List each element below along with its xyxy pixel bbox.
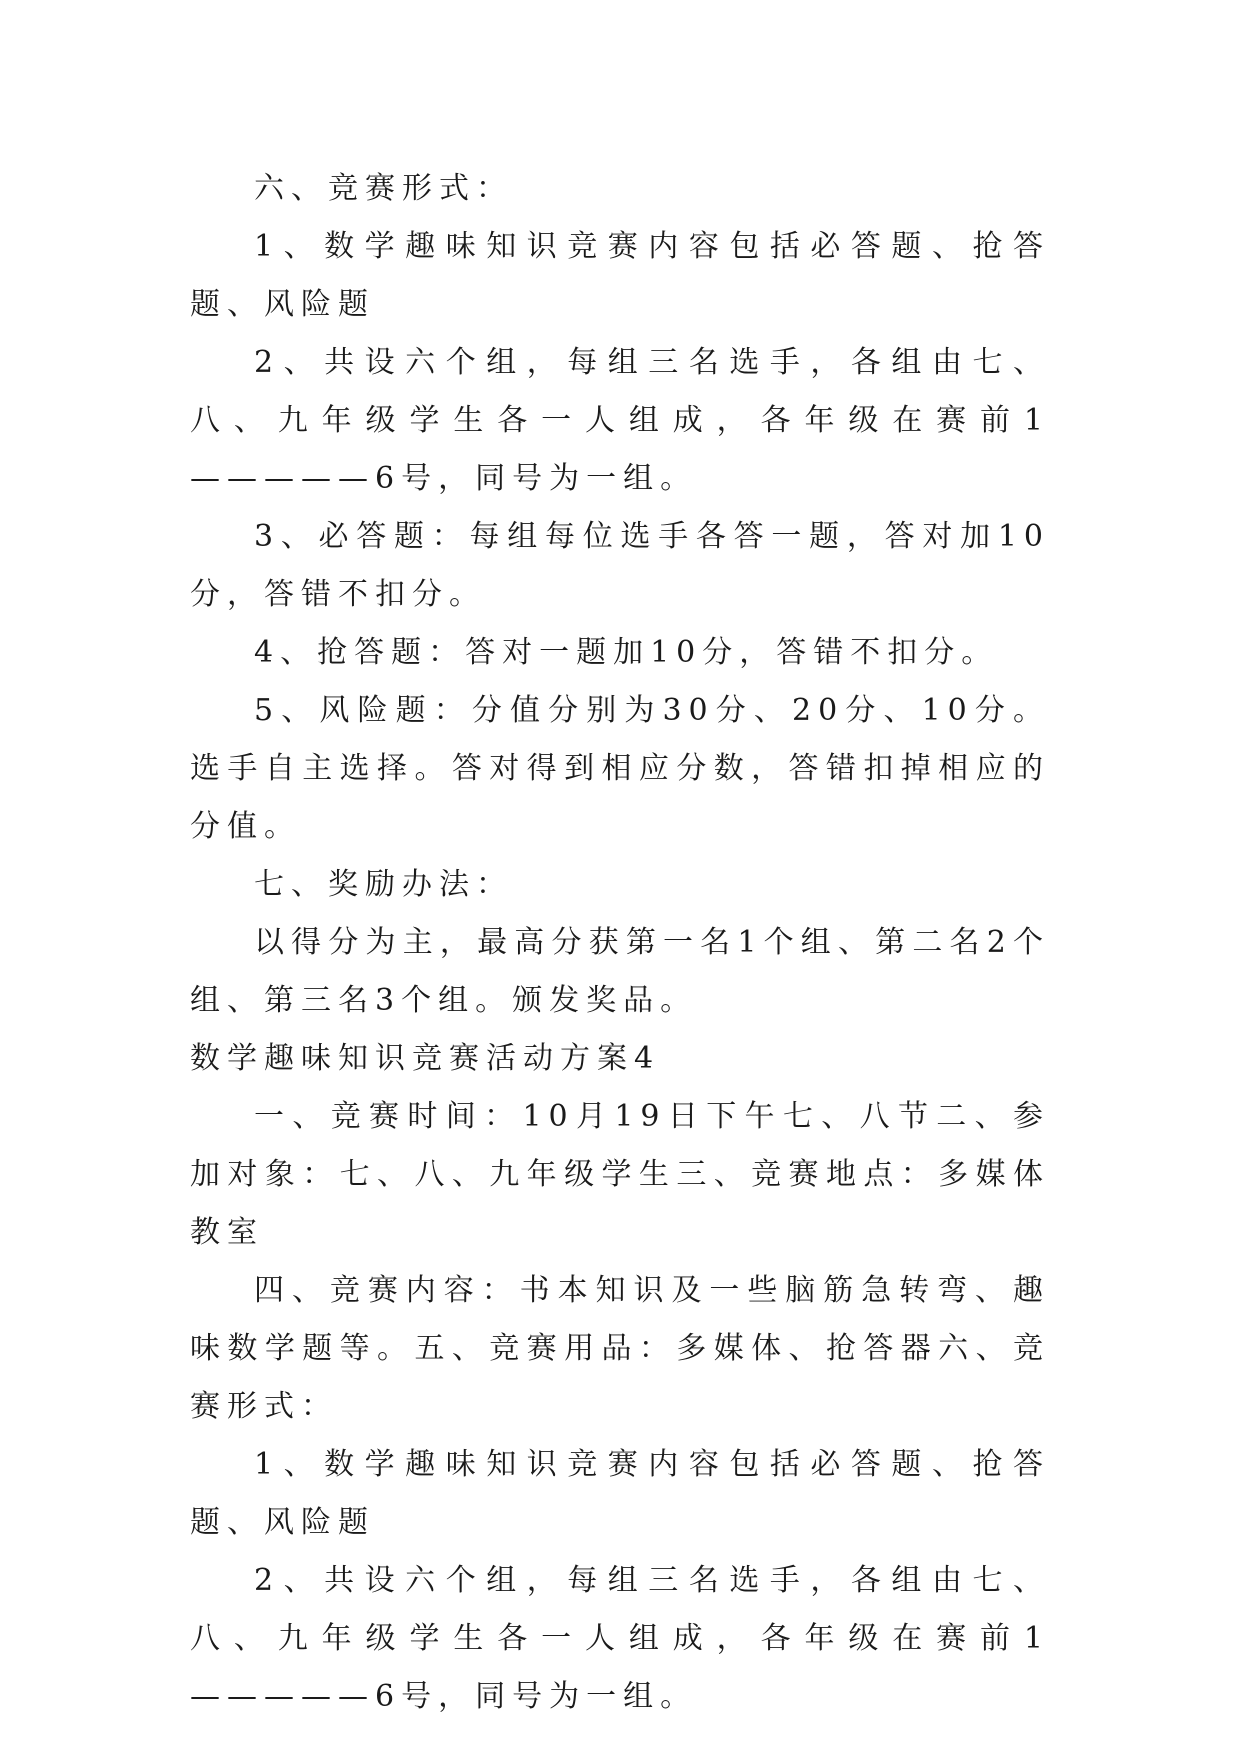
- paragraph-rule-1: 1、数学趣味知识竞赛内容包括必答题、抢答题、风险题: [190, 229, 1050, 322]
- section-heading-rewards: 七、奖励办法：: [254, 867, 513, 902]
- paragraph-rewards: 以得分为主，最高分获第一名1个组、第二名2个组、第三名3个组。颁发奖品。: [190, 925, 1050, 1018]
- paragraph-rule-5: 5、风险题：分值分别为30分、20分、10分。选手自主选择。答对得到相应分数，答错扣掉相应的分值。: [190, 693, 1050, 844]
- paragraph-rule-2: 2、共设六个组，每组三名选手，各组由七、八、九年级学生各一人组成，各年级在赛前1—————6号，同号为一组。: [190, 345, 1050, 496]
- paragraph-rule-3: 3、必答题：每组每位选手各答一题，答对加10分，答错不扣分。: [190, 519, 1050, 612]
- paragraph-rule-4: 4、抢答题：答对一题加10分，答错不扣分。: [254, 635, 999, 670]
- paragraph-rule-2-repeat: 2、共设六个组，每组三名选手，各组由七、八、九年级学生各一人组成，各年级在赛前1—————6号，同号为一组。: [190, 1563, 1050, 1714]
- document-body: [190, 160, 1050, 1726]
- document-section-title: 数学趣味知识竞赛活动方案4: [190, 1041, 661, 1076]
- paragraph-rule-1-repeat: 1、数学趣味知识竞赛内容包括必答题、抢答题、风险题: [190, 1447, 1050, 1540]
- paragraph-content-supplies-format: 四、竞赛内容：书本知识及一些脑筋急转弯、趣味数学题等。五、竞赛用品：多媒体、抢答器六、竞赛形式：: [190, 1273, 1050, 1424]
- section-heading-competition-format: 六、竞赛形式：: [254, 171, 513, 206]
- paragraph-time-participants-location: 一、竞赛时间：10月19日下午七、八节二、参加对象：七、八、九年级学生三、竞赛地点：多媒体教室: [190, 1099, 1050, 1250]
